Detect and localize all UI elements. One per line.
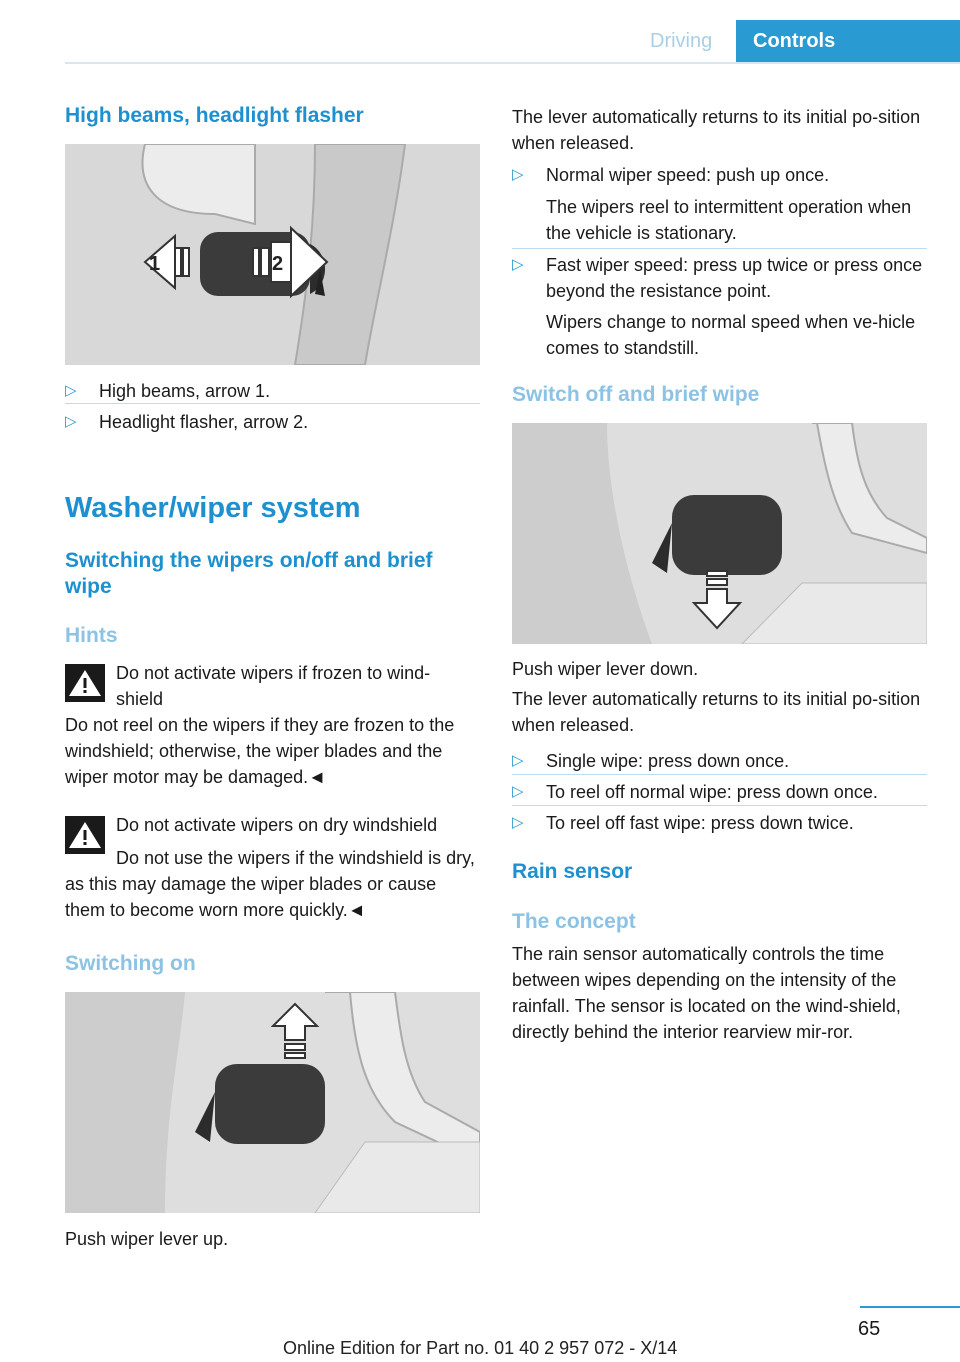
push-down-caption: Push wiper lever down. <box>512 659 699 679</box>
divider <box>65 403 480 404</box>
footer-rule <box>860 1306 960 1308</box>
figure-high-beams <box>65 144 480 365</box>
header-section-label: Driving <box>650 30 713 52</box>
rain-sensor-heading: Rain sensor <box>512 860 633 883</box>
footer-edition: Online Edition for Part no. 01 40 2 957 072 - X/14 <box>283 1338 678 1358</box>
triangle-bullet-icon: ▷ <box>512 256 524 273</box>
returns-text-2: The lever automatically returns to its initial po-sition when released. <box>512 689 921 735</box>
header-chapter-tab <box>736 20 960 62</box>
switching-heading: Switching the wipers on/off and brief wipe <box>65 549 433 598</box>
warning2-body: Do not use the wipers if the windshield is dry, as this may damage the wiper blades or cause them to become worn more quickly.◄ <box>65 848 475 920</box>
triangle-bullet-icon: ▷ <box>512 814 524 831</box>
concept-body: The rain sensor automatically controls the time between wipes depending on the intensity of the rainfall. The sensor is located on the wind-shield, directly behind the interior rearview mir-ror. <box>512 944 901 1042</box>
high-beams-heading: High beams, headlight flasher <box>65 104 364 127</box>
switch-off-heading: Switch off and brief wipe <box>512 383 760 406</box>
triangle-bullet-icon: ▷ <box>65 413 77 430</box>
hints-heading: Hints <box>65 624 118 647</box>
divider <box>512 774 927 775</box>
divider <box>512 805 927 806</box>
washer-heading: Washer/wiper system <box>65 492 361 524</box>
warning-icon <box>65 664 105 702</box>
warning1-title: Do not activate wipers if frozen to wind-shield <box>116 663 431 709</box>
divider <box>512 248 927 249</box>
figure-push-up <box>65 992 480 1213</box>
page-number: 65 <box>858 1318 881 1340</box>
triangle-bullet-icon: ▷ <box>512 783 524 800</box>
list-item-subtext: The wipers reel to intermittent operation when the vehicle is stationary. <box>546 197 912 243</box>
triangle-bullet-icon: ▷ <box>512 166 524 183</box>
header-rule <box>65 62 960 64</box>
figure1-label-1: 1 <box>149 253 161 275</box>
returns-text-1: The lever automatically returns to its initial po-sition when released. <box>512 107 921 153</box>
triangle-bullet-icon: ▷ <box>65 382 77 399</box>
push-up-caption: Push wiper lever up. <box>65 1229 229 1249</box>
header-chapter-label: Controls <box>753 30 836 52</box>
warning1-body: Do not reel on the wipers if they are frozen to the windshield; otherwise, the wiper blades and the wiper motor may be damaged.◄ <box>65 715 455 787</box>
concept-heading: The concept <box>512 910 636 933</box>
triangle-bullet-icon: ▷ <box>512 752 524 769</box>
list-item-subtext: Wipers change to normal speed when ve-hicle comes to standstill. <box>546 312 916 358</box>
warning2-title: Do not activate wipers on dry windshield <box>116 815 438 835</box>
figure-push-down <box>512 423 927 644</box>
figure1-label-2: 2 <box>272 253 284 275</box>
switching-on-heading: Switching on <box>65 952 196 975</box>
